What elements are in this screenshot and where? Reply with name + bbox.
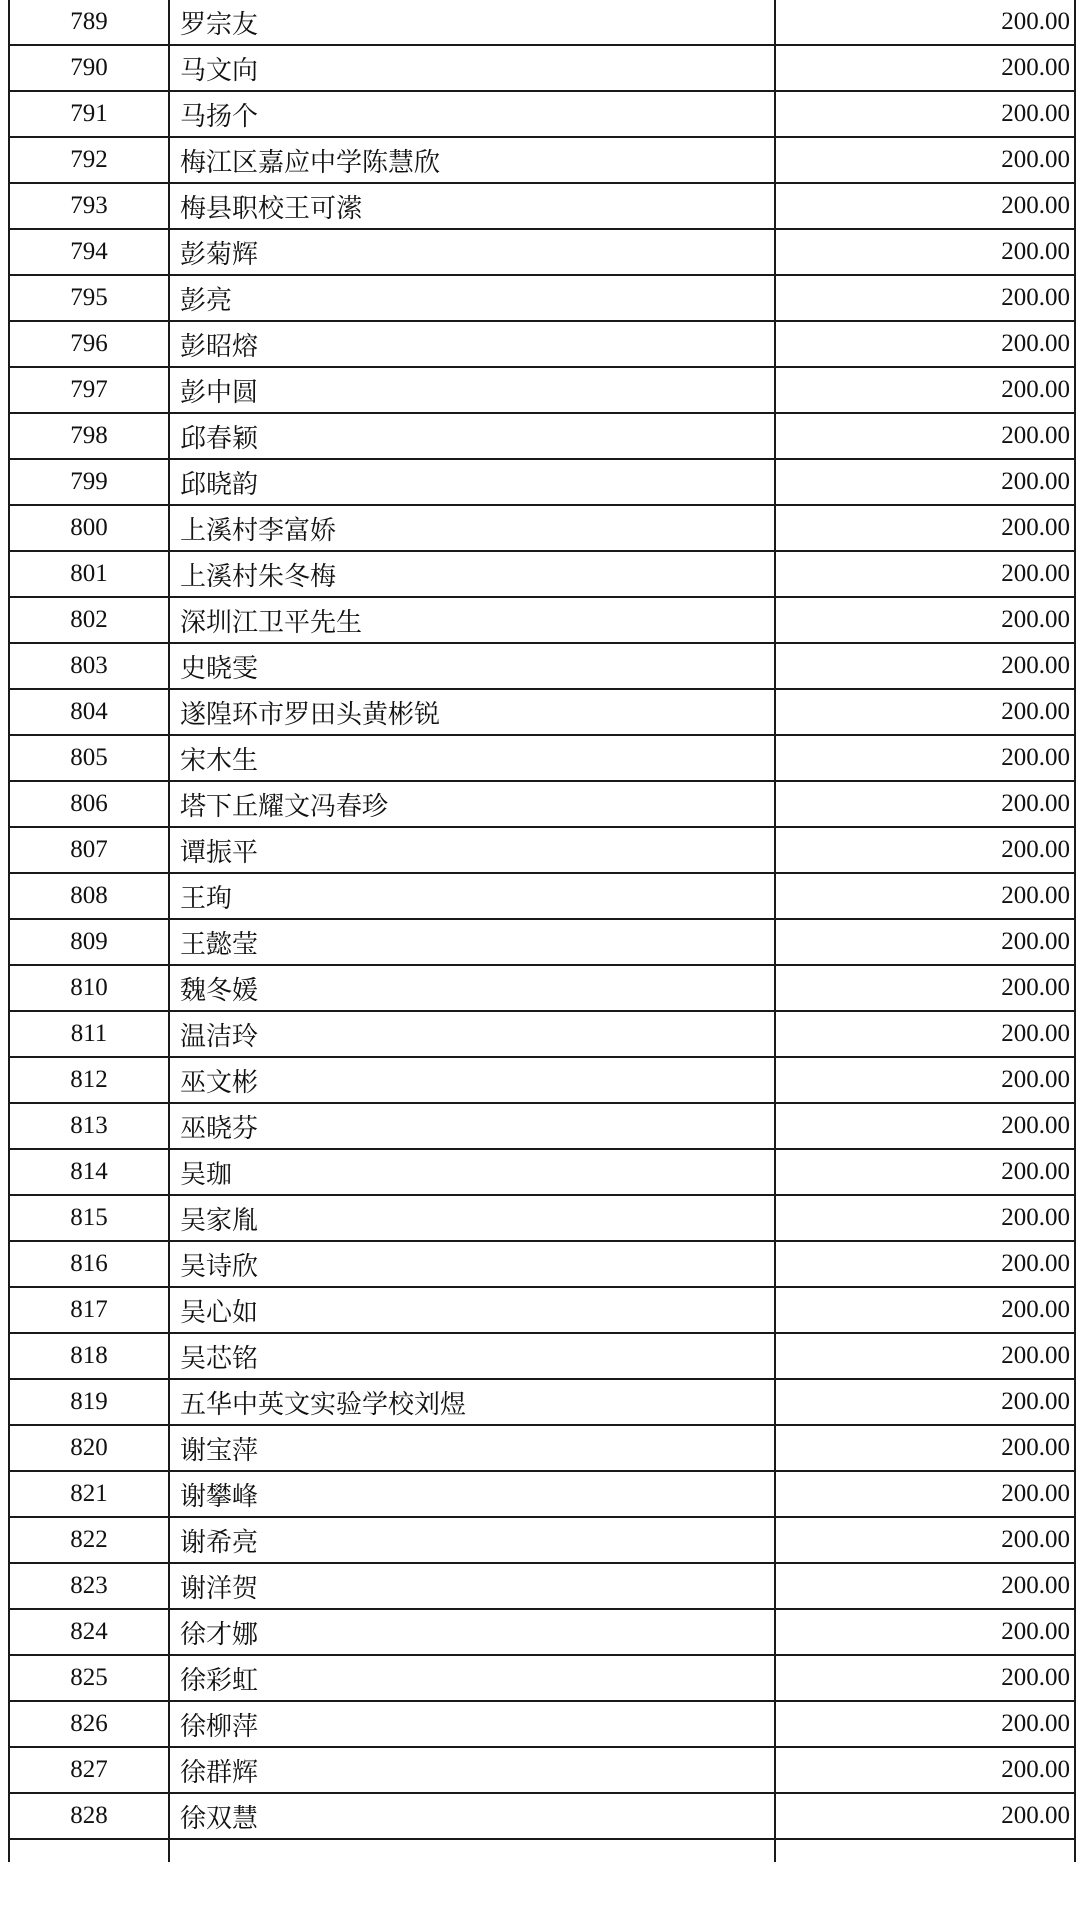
row-number-cell: 796 <box>9 321 169 367</box>
row-number-cell: 802 <box>9 597 169 643</box>
row-number-cell: 821 <box>9 1471 169 1517</box>
donor-name-cell: 上溪村朱冬梅 <box>169 551 775 597</box>
donor-name-cell: 谢攀峰 <box>169 1471 775 1517</box>
donor-name-cell: 谢宝萍 <box>169 1425 775 1471</box>
row-number-cell: 819 <box>9 1379 169 1425</box>
donor-name-cell: 王珣 <box>169 873 775 919</box>
table-row <box>9 781 1075 827</box>
amount-cell: 200.00 <box>775 91 1075 137</box>
table-row <box>9 0 1075 45</box>
amount-cell: 200.00 <box>775 1747 1075 1793</box>
amount-cell: 200.00 <box>775 1057 1075 1103</box>
row-number-cell: 795 <box>9 275 169 321</box>
row-number-cell: 822 <box>9 1517 169 1563</box>
table-row <box>9 873 1075 919</box>
row-number-cell: 806 <box>9 781 169 827</box>
table-row <box>9 689 1075 735</box>
donor-name-cell: 吴心如 <box>169 1287 775 1333</box>
amount-cell: 200.00 <box>775 1195 1075 1241</box>
row-number-cell: 800 <box>9 505 169 551</box>
table-row <box>9 643 1075 689</box>
amount-cell: 200.00 <box>775 1333 1075 1379</box>
donor-name-cell: 谢希亮 <box>169 1517 775 1563</box>
donor-name-cell: 史晓雯 <box>169 643 775 689</box>
table-row <box>9 827 1075 873</box>
amount-cell: 200.00 <box>775 1793 1075 1839</box>
donor-name-cell: 梅江区嘉应中学陈慧欣 <box>169 137 775 183</box>
donor-name-cell: 邱春颖 <box>169 413 775 459</box>
table-row <box>9 229 1075 275</box>
row-number-cell: 801 <box>9 551 169 597</box>
row-number-cell: 798 <box>9 413 169 459</box>
donor-name-cell: 徐群辉 <box>169 1747 775 1793</box>
donor-name-cell: 上溪村李富娇 <box>169 505 775 551</box>
row-number-cell: 789 <box>9 0 169 45</box>
donor-name-cell: 五华中英文实验学校刘煜 <box>169 1379 775 1425</box>
table-body <box>9 0 1075 1862</box>
donor-name-cell: 王懿莹 <box>169 919 775 965</box>
amount-cell: 200.00 <box>775 367 1075 413</box>
row-number-cell: 817 <box>9 1287 169 1333</box>
row-number-cell: 808 <box>9 873 169 919</box>
amount-cell: 200.00 <box>775 413 1075 459</box>
table-row <box>9 597 1075 643</box>
amount-cell: 200.00 <box>775 137 1075 183</box>
table-row <box>9 1333 1075 1379</box>
row-number-cell: 807 <box>9 827 169 873</box>
table-row <box>9 965 1075 1011</box>
table-row <box>9 413 1075 459</box>
row-number-cell: 805 <box>9 735 169 781</box>
table-row <box>9 45 1075 91</box>
table-row <box>9 1471 1075 1517</box>
amount-cell: 200.00 <box>775 781 1075 827</box>
donation-table <box>8 0 1076 1862</box>
donor-name-cell: 徐彩虹 <box>169 1655 775 1701</box>
donor-name-cell: 徐双慧 <box>169 1793 775 1839</box>
row-number-cell: 811 <box>9 1011 169 1057</box>
row-number-cell: 815 <box>9 1195 169 1241</box>
table-row <box>9 735 1075 781</box>
table-row <box>9 367 1075 413</box>
table-row <box>9 1747 1075 1793</box>
donor-name-cell: 吴诗欣 <box>169 1241 775 1287</box>
table-row <box>9 1103 1075 1149</box>
row-number-cell: 826 <box>9 1701 169 1747</box>
table-row <box>9 1655 1075 1701</box>
amount-cell: 200.00 <box>775 919 1075 965</box>
donor-name-cell: 吴珈 <box>169 1149 775 1195</box>
row-number-cell: 818 <box>9 1333 169 1379</box>
donor-name-cell: 徐才娜 <box>169 1609 775 1655</box>
amount-cell: 200.00 <box>775 1241 1075 1287</box>
table-row <box>9 1563 1075 1609</box>
donor-name-cell: 魏冬媛 <box>169 965 775 1011</box>
table-row <box>9 1011 1075 1057</box>
table-row <box>9 1149 1075 1195</box>
amount-cell: 200.00 <box>775 1103 1075 1149</box>
amount-cell: 200.00 <box>775 1563 1075 1609</box>
table-row <box>9 91 1075 137</box>
empty-cell <box>775 1839 1075 1862</box>
amount-cell: 200.00 <box>775 689 1075 735</box>
donor-name-cell: 温洁玲 <box>169 1011 775 1057</box>
donor-name-cell: 塔下丘耀文冯春珍 <box>169 781 775 827</box>
row-number-cell: 825 <box>9 1655 169 1701</box>
row-number-cell: 823 <box>9 1563 169 1609</box>
table-row <box>9 321 1075 367</box>
amount-cell: 200.00 <box>775 735 1075 781</box>
donor-name-cell: 遂隍环市罗田头黄彬锐 <box>169 689 775 735</box>
row-number-cell: 790 <box>9 45 169 91</box>
donor-name-cell: 深圳江卫平先生 <box>169 597 775 643</box>
row-number-cell: 828 <box>9 1793 169 1839</box>
amount-cell: 200.00 <box>775 1011 1075 1057</box>
empty-cell <box>169 1839 775 1862</box>
row-number-cell: 793 <box>9 183 169 229</box>
amount-cell: 200.00 <box>775 1425 1075 1471</box>
row-number-cell: 812 <box>9 1057 169 1103</box>
amount-cell: 200.00 <box>775 1701 1075 1747</box>
donor-name-cell: 邱晓韵 <box>169 459 775 505</box>
amount-cell: 200.00 <box>775 45 1075 91</box>
amount-cell: 200.00 <box>775 965 1075 1011</box>
row-number-cell: 816 <box>9 1241 169 1287</box>
row-number-cell: 797 <box>9 367 169 413</box>
row-number-cell: 827 <box>9 1747 169 1793</box>
amount-cell: 200.00 <box>775 1655 1075 1701</box>
table-row <box>9 1517 1075 1563</box>
donor-name-cell: 罗宗友 <box>169 0 775 45</box>
row-number-cell: 803 <box>9 643 169 689</box>
donor-name-cell: 宋木生 <box>169 735 775 781</box>
empty-cell <box>9 1839 169 1862</box>
row-number-cell: 810 <box>9 965 169 1011</box>
table-row <box>9 183 1075 229</box>
table-row <box>9 919 1075 965</box>
amount-cell: 200.00 <box>775 183 1075 229</box>
amount-cell: 200.00 <box>775 1517 1075 1563</box>
donor-name-cell: 吴芯铭 <box>169 1333 775 1379</box>
row-number-cell: 813 <box>9 1103 169 1149</box>
table-row <box>9 1609 1075 1655</box>
donor-name-cell: 巫晓芬 <box>169 1103 775 1149</box>
donor-name-cell: 吴家胤 <box>169 1195 775 1241</box>
row-number-cell: 809 <box>9 919 169 965</box>
donor-name-cell: 彭中圆 <box>169 367 775 413</box>
amount-cell: 200.00 <box>775 1149 1075 1195</box>
row-number-cell: 804 <box>9 689 169 735</box>
table-row <box>9 1793 1075 1839</box>
table-row <box>9 551 1075 597</box>
amount-cell: 200.00 <box>775 551 1075 597</box>
table-row <box>9 459 1075 505</box>
donor-name-cell: 彭亮 <box>169 275 775 321</box>
table-row <box>9 1701 1075 1747</box>
donor-name-cell: 马扬个 <box>169 91 775 137</box>
donor-name-cell: 彭昭熔 <box>169 321 775 367</box>
donor-name-cell: 巫文彬 <box>169 1057 775 1103</box>
table-row <box>9 275 1075 321</box>
amount-cell: 200.00 <box>775 0 1075 45</box>
row-number-cell: 799 <box>9 459 169 505</box>
row-number-cell: 814 <box>9 1149 169 1195</box>
table-row <box>9 1195 1075 1241</box>
donor-name-cell: 梅县职校王可潆 <box>169 183 775 229</box>
donor-name-cell: 谢洋贺 <box>169 1563 775 1609</box>
table-row <box>9 1287 1075 1333</box>
row-number-cell: 794 <box>9 229 169 275</box>
table-row <box>9 1379 1075 1425</box>
amount-cell: 200.00 <box>775 275 1075 321</box>
amount-cell: 200.00 <box>775 321 1075 367</box>
amount-cell: 200.00 <box>775 1287 1075 1333</box>
table-row <box>9 137 1075 183</box>
table-row <box>9 505 1075 551</box>
table-row-partial <box>9 1839 1075 1862</box>
table-row <box>9 1241 1075 1287</box>
row-number-cell: 824 <box>9 1609 169 1655</box>
row-number-cell: 792 <box>9 137 169 183</box>
amount-cell: 200.00 <box>775 643 1075 689</box>
table-row <box>9 1057 1075 1103</box>
amount-cell: 200.00 <box>775 827 1075 873</box>
donor-name-cell: 徐柳萍 <box>169 1701 775 1747</box>
amount-cell: 200.00 <box>775 873 1075 919</box>
donor-name-cell: 马文向 <box>169 45 775 91</box>
donor-name-cell: 彭菊辉 <box>169 229 775 275</box>
amount-cell: 200.00 <box>775 1609 1075 1655</box>
table-row <box>9 1425 1075 1471</box>
amount-cell: 200.00 <box>775 1471 1075 1517</box>
amount-cell: 200.00 <box>775 459 1075 505</box>
row-number-cell: 791 <box>9 91 169 137</box>
amount-cell: 200.00 <box>775 505 1075 551</box>
amount-cell: 200.00 <box>775 1379 1075 1425</box>
donor-name-cell: 谭振平 <box>169 827 775 873</box>
row-number-cell: 820 <box>9 1425 169 1471</box>
amount-cell: 200.00 <box>775 597 1075 643</box>
amount-cell: 200.00 <box>775 229 1075 275</box>
